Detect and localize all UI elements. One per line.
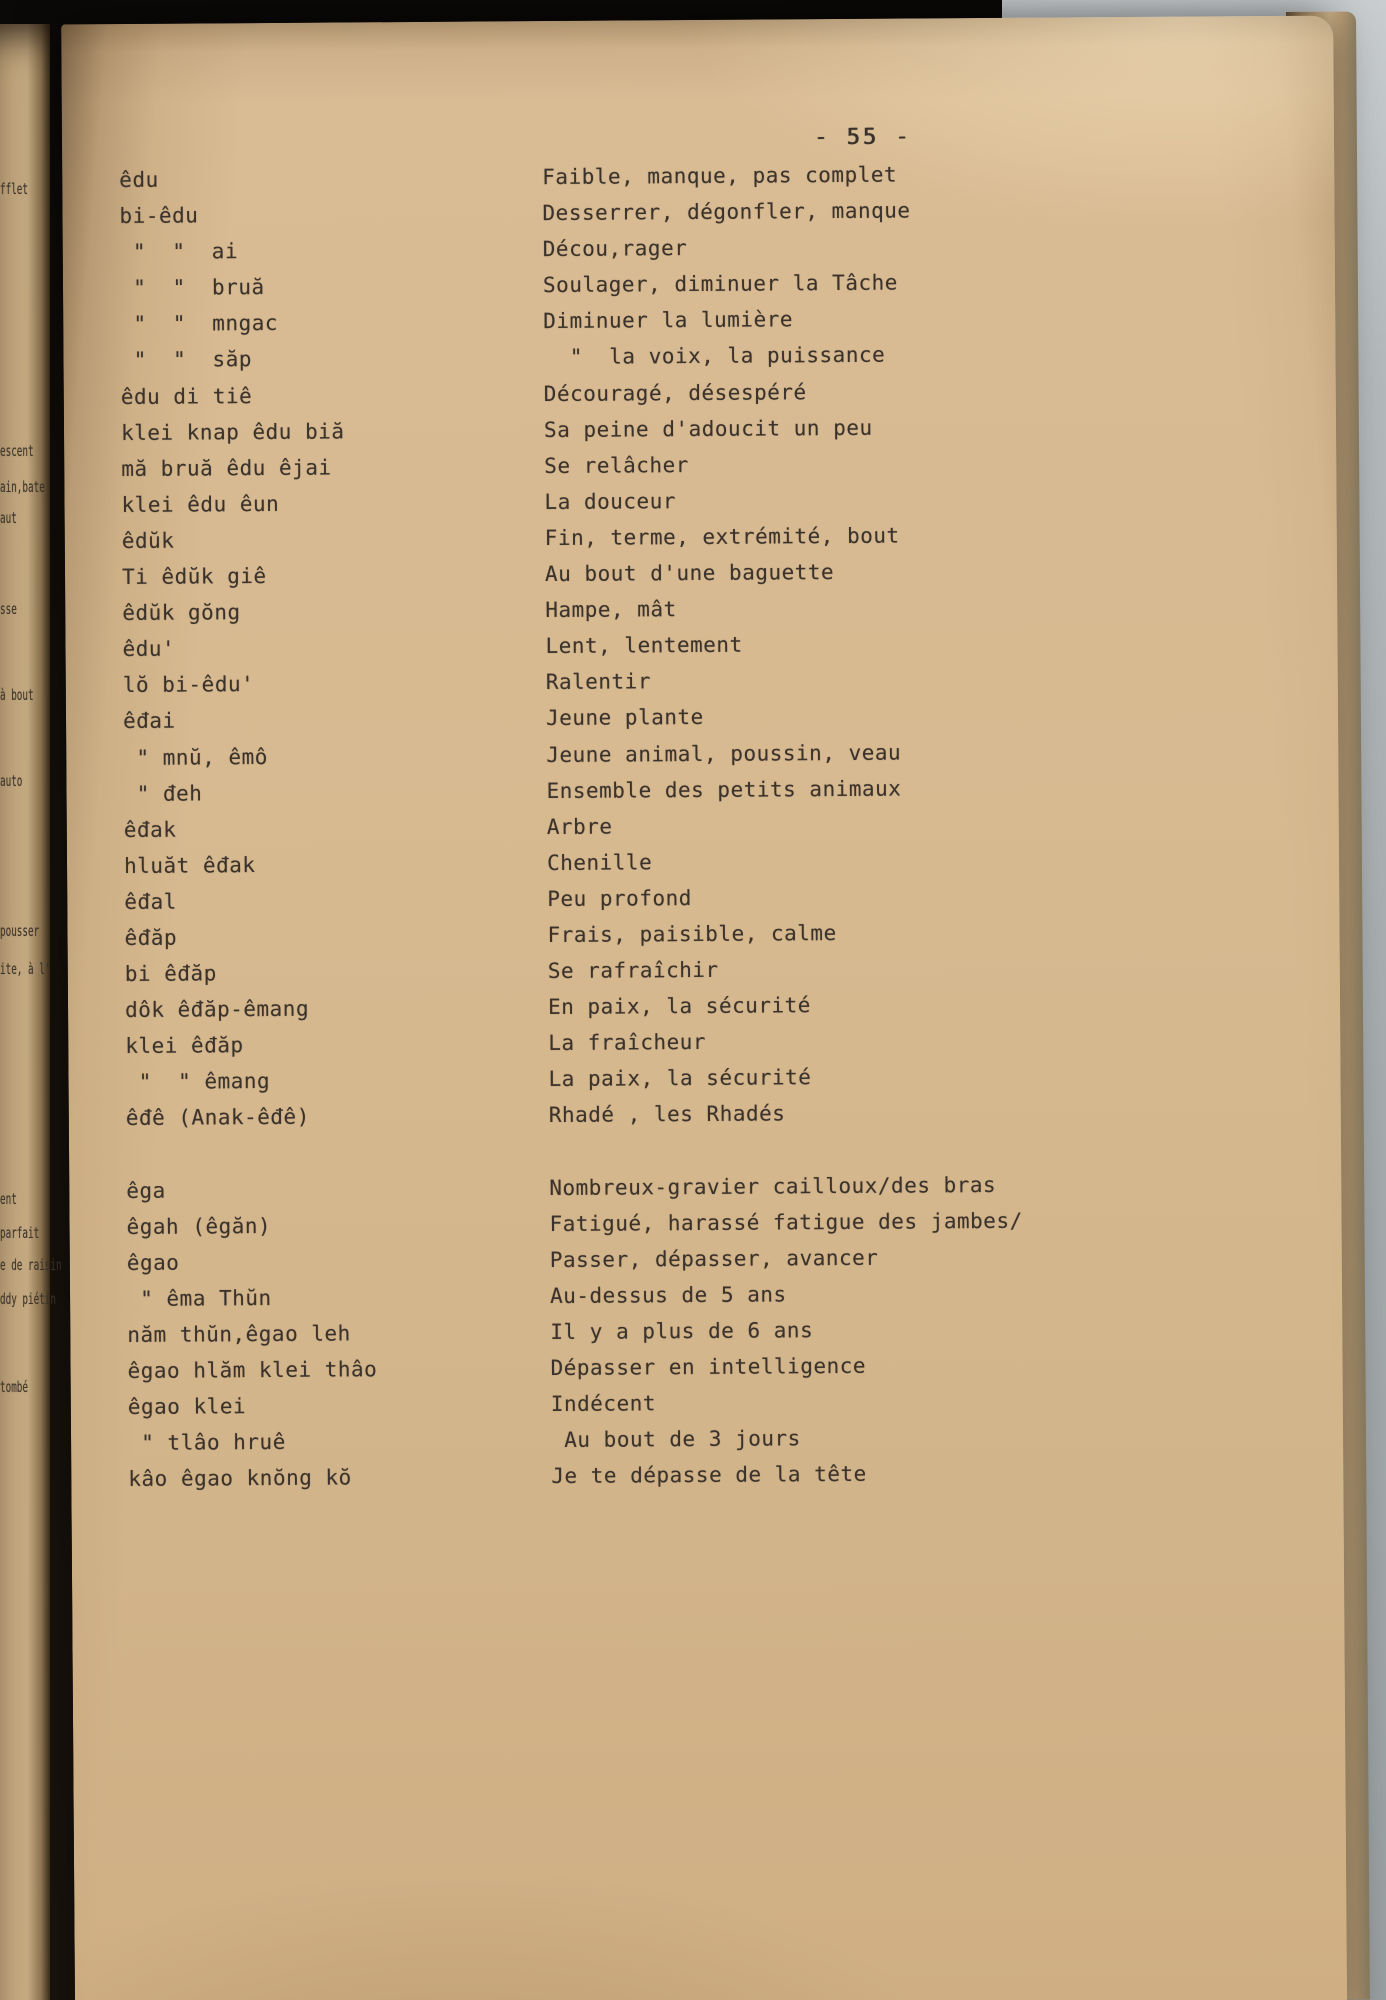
entry-definition: Au bout d'une baguette [544, 560, 835, 587]
entry-definition: Jeune animal, poussin, veau [546, 740, 902, 767]
entry-term: êgao [126, 1250, 180, 1275]
entry-definition: La paix, la sécurité [548, 1065, 812, 1092]
entry-term: êđal [124, 889, 177, 914]
entry-definition: Faible, manque, pas complet [542, 162, 898, 190]
entry-definition: Desserrer, dégonfler, manque [542, 198, 911, 226]
facing-page-edge [0, 24, 62, 2000]
entry-definition: Lent, lentement [545, 632, 743, 659]
entry-definition: Chenille [546, 850, 653, 875]
dictionary-section-1 [119, 154, 1327, 1137]
entry-definition: Hampe, mât [545, 597, 677, 623]
dictionary-entry [128, 1453, 1329, 1497]
page-number: - 55 - [813, 124, 912, 151]
entry-term: êga [126, 1178, 166, 1203]
edge-text-fragment: à bout [0, 686, 34, 704]
edge-text-fragment: fflet [0, 180, 28, 198]
edge-text-fragment: ain,bate [0, 478, 45, 496]
entry-term: êđai [122, 709, 176, 734]
entry-definition: La douceur [544, 488, 677, 514]
entry-definition: La fraîcheur [548, 1030, 707, 1056]
entry-term: năm thŭn,êgao leh [127, 1321, 351, 1347]
entry-definition: Se relâcher [544, 452, 689, 478]
edge-text-fragment: ddy piétin [0, 1290, 56, 1308]
entry-term: bi-êdu [119, 203, 199, 229]
entry-definition: Indécent [550, 1391, 657, 1417]
entry-term: bi êđăp [124, 961, 217, 987]
entry-term: " tlâo hruê [127, 1430, 286, 1456]
page-content [61, 16, 1347, 2000]
edge-text-fragment: ent [0, 1190, 17, 1208]
entry-term: " êma Thŭn [126, 1285, 272, 1311]
entry-term: dôk êđăp-êmang [124, 996, 310, 1023]
entry-term: " " mngac [120, 311, 279, 337]
entry-definition: En paix, la sécurité [547, 993, 811, 1020]
entry-term: " đeh [123, 781, 203, 806]
entry-term: klei êđăp [125, 1033, 244, 1059]
entry-term: êdŭk gŏng [122, 600, 241, 626]
entry-definition: Diminuer la lumière [543, 307, 794, 334]
entry-definition: Dépasser en intelligence [550, 1353, 867, 1381]
edge-text-fragment: tombé [0, 1378, 28, 1396]
entry-term: êdu' [122, 636, 176, 662]
edge-text-fragment: auto [0, 772, 23, 790]
entry-definition: Sa peine d'adoucit un peu [543, 415, 873, 442]
entry-definition: Nombreux-gravier cailloux/des bras [549, 1172, 997, 1200]
edge-text-fragment: escent [0, 442, 34, 460]
edge-text-fragment: sse [0, 600, 17, 618]
entry-definition: Il y a plus de 6 ans [550, 1318, 814, 1344]
entry-term: klei êdu êun [121, 491, 280, 517]
entry-term: êdŭk [121, 528, 175, 553]
entry-term: hluăt êđak [123, 852, 256, 878]
dictionary-entries [119, 154, 1329, 1498]
entry-definition: Découragé, désespéré [543, 379, 807, 406]
book-page [61, 16, 1347, 2000]
entry-definition: " la voix, la puissance [543, 343, 886, 370]
entry-term: êgao hlăm klei thâo [127, 1357, 378, 1383]
entry-definition: Frais, paisible, calme [547, 920, 837, 948]
entry-definition: Décou,rager [542, 236, 688, 262]
edge-text-fragment: pousser [0, 922, 40, 940]
entry-term: êgao klei [127, 1394, 247, 1420]
edge-text-fragment: parfait [0, 1224, 40, 1242]
entry-definition: Arbre [546, 814, 613, 839]
entry-term: êđăp [124, 925, 178, 950]
entry-term: klei knap êdu biă [120, 419, 345, 445]
entry-term: êdu di tiê [120, 383, 253, 409]
entry-definition: Peu profond [547, 885, 692, 911]
entry-term: " " bruă [119, 275, 265, 301]
entry-definition: Au bout de 3 jours [550, 1426, 801, 1453]
entry-term: êgah (êgăn) [126, 1213, 272, 1239]
entry-term: " mnŭ, êmô [123, 744, 268, 770]
entry-definition: Fatigué, harassé fatigue des jambes/ [549, 1208, 1023, 1236]
entry-term: Ti êdŭk giê [121, 564, 267, 590]
entry-term: " " ai [119, 239, 239, 265]
dictionary-section-2 [126, 1164, 1329, 1497]
edge-text-fragment: ite, à l' [0, 960, 51, 978]
entry-definition: Au-dessus de 5 ans [549, 1282, 787, 1308]
entry-term: " " săp [120, 347, 253, 373]
entry-term: êdu [119, 167, 159, 193]
entry-definition: Ensemble des petits animaux [546, 776, 902, 803]
edge-text-fragment: e de raisin [0, 1256, 62, 1274]
entry-term: êđê (Anak-êđê) [125, 1105, 310, 1131]
entry-definition: Ralentir [545, 669, 652, 695]
entry-definition: Je te dépasse de la tête [551, 1462, 867, 1489]
entry-definition: Jeune plante [545, 705, 704, 731]
entry-definition: Soulager, diminuer la Tâche [542, 270, 898, 298]
entry-term: " " êmang [125, 1069, 271, 1095]
entry-definition: Fin, terme, extrémité, bout [544, 523, 900, 550]
edge-text-fragment: aut [0, 509, 17, 527]
entry-definition: Passer, dépasser, avancer [549, 1245, 879, 1272]
entry-definition: Se rafraîchir [547, 957, 719, 984]
entry-term: mă bruă êdu êjai [121, 455, 332, 481]
entry-term: êđak [123, 817, 177, 842]
entry-definition: Rhadé , les Rhadés [548, 1101, 786, 1128]
entry-term: lŏ bi-êdu' [122, 672, 255, 698]
entry-term: kâo êgao knŏng kŏ [128, 1465, 352, 1492]
